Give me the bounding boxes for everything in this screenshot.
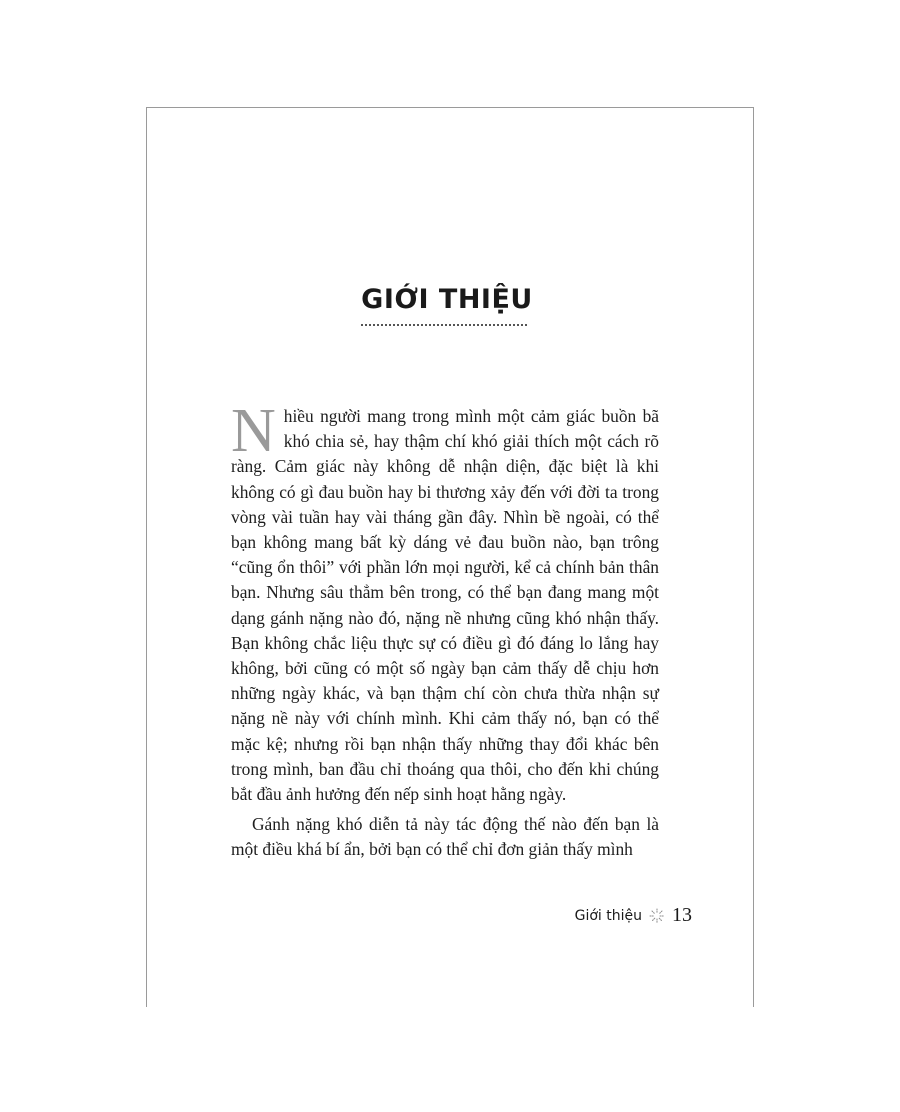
body-text [231,397,659,863]
running-footer-label: Giới thiệu [574,907,642,924]
page-footer [147,904,692,927]
drop-cap: N [231,397,276,465]
book-page [146,107,754,1007]
paragraph-1 [231,397,659,807]
page-number: 13 [672,904,692,926]
title-dotted-rule [361,324,527,326]
chapter-title: GIỚI THIỆU [361,284,533,315]
paragraph-1-text: hiều người mang trong mình một cảm giác buồn bã khó chia sẻ, hay thậm chí khó giải thích một cách rõ ràng. Cảm giác này không dễ nhận diện, đặc biệt là khi không có gì đau buồn hay bi thương xảy đến với đời ta trong vòng vài tuần hay vài tháng gần đây. Nhìn bề ngoài, có thể bạn không mang bất kỳ dáng vẻ đau buồn nào, bạn trông “cũng ổn thôi” với phần lớn mọi người, kể cả chính bản thân bạn. Nhưng sâu thẳm bên trong, có thể bạn đang mang một dạng gánh nặng nào đó, nặng nề nhưng cũng khó nhận thấy. Bạn không chắc liệu thực sự có điều gì đó đáng lo lắng hay không, bởi cũng có một số ngày bạn cảm thấy dễ chịu hơn những ngày khác, và bạn thậm chí còn chưa thừa nhận sự nặng nề này với chính mình. Khi cảm thấy nó, bạn có thể mặc kệ; nhưng rồi bạn nhận thấy những thay đổi khác bên trong mình, ban đầu chỉ thoáng qua thôi, cho đến khi chúng bắt đầu ảnh hưởng đến nếp sinh hoạt hằng ngày. [231,406,659,805]
paragraph-2: Gánh nặng khó diễn tả này tác động thế nào đến bạn là một điều khá bí ẩn, bởi bạn có thể chỉ đơn giản thấy mình [231,814,659,860]
sunburst-ornament-icon [649,908,665,924]
